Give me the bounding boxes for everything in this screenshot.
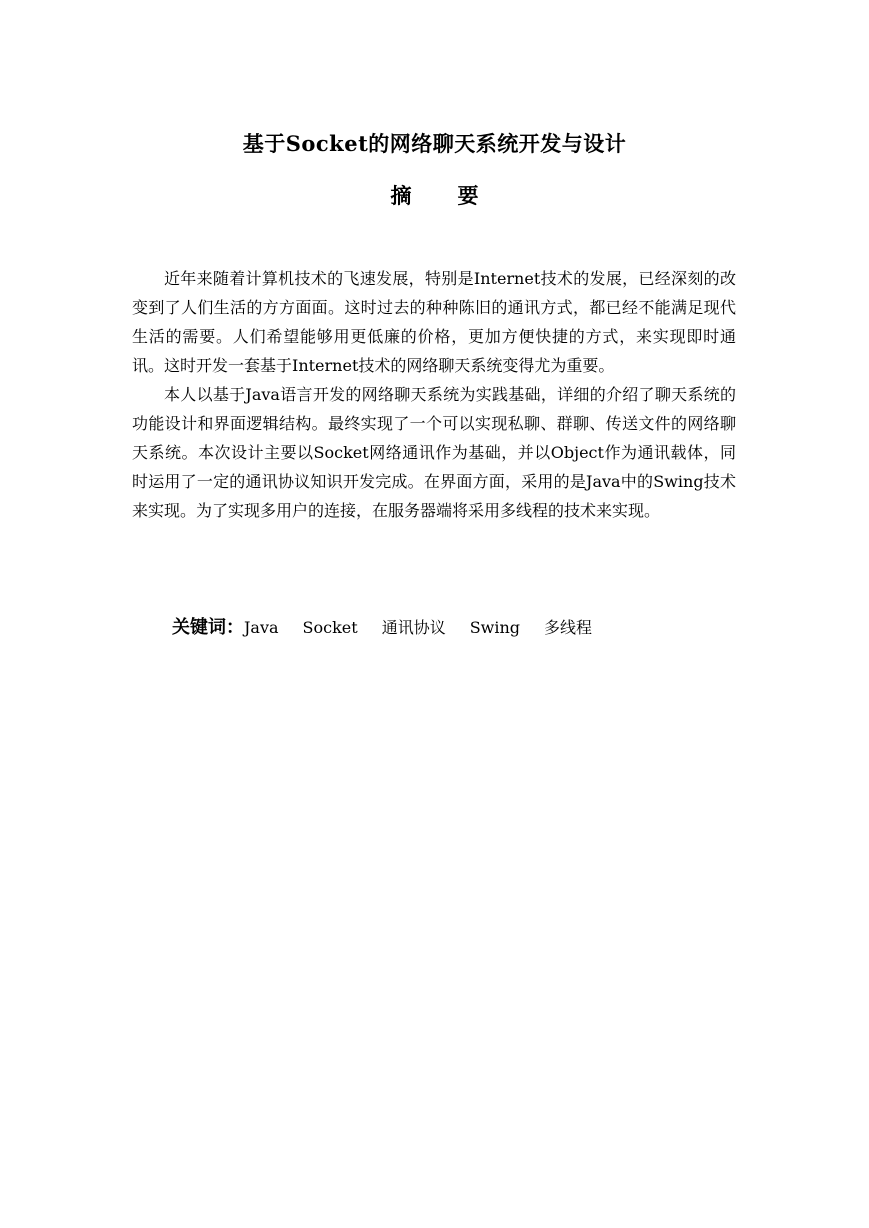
keyword: Swing [469,618,521,637]
document-title: 基于Socket的网络聊天系统开发与设计 [242,131,627,156]
keywords-label: 关键词： [172,617,244,638]
abstract-paragraph: 近年来随着计算机技术的飞速发展，特别是Internet技术的发展，已经深刻的改变到了人们生活的方方面面。这时过去的种种陈旧的通讯方式，都已经不能满足现代生活的需要。人们希望能够用更低廉的价格，更加方便快捷的方式，来实现即时通讯。这时开发一套基于Internet技术的网络聊天系统变得尤为重要。 [132,269,736,375]
keyword: 通讯协议 [381,618,446,637]
keyword: 多线程 [544,618,593,637]
keyword: Socket [302,618,358,637]
abstract-heading: 摘要 [390,183,525,208]
abstract-paragraph: 本人以基于Java语言开发的网络聊天系统为实践基础，详细的介绍了聊天系统的功能设计和界面逻辑结构。最终实现了一个可以实现私聊、群聊、传送文件的网络聊天系统。本次设计主要以Socket网络通讯作为基础，并以Object作为通讯载体，同时运用了一定的通讯协议知识开发完成。在界面方面，采用的是Java中的Swing技术来实现。为了实现多用户的连接，在服务器端将采用多线程的技术来实现。 [132,385,736,520]
keywords-line [172,614,616,642]
keyword: Java [244,618,279,637]
abstract-body [132,264,736,525]
